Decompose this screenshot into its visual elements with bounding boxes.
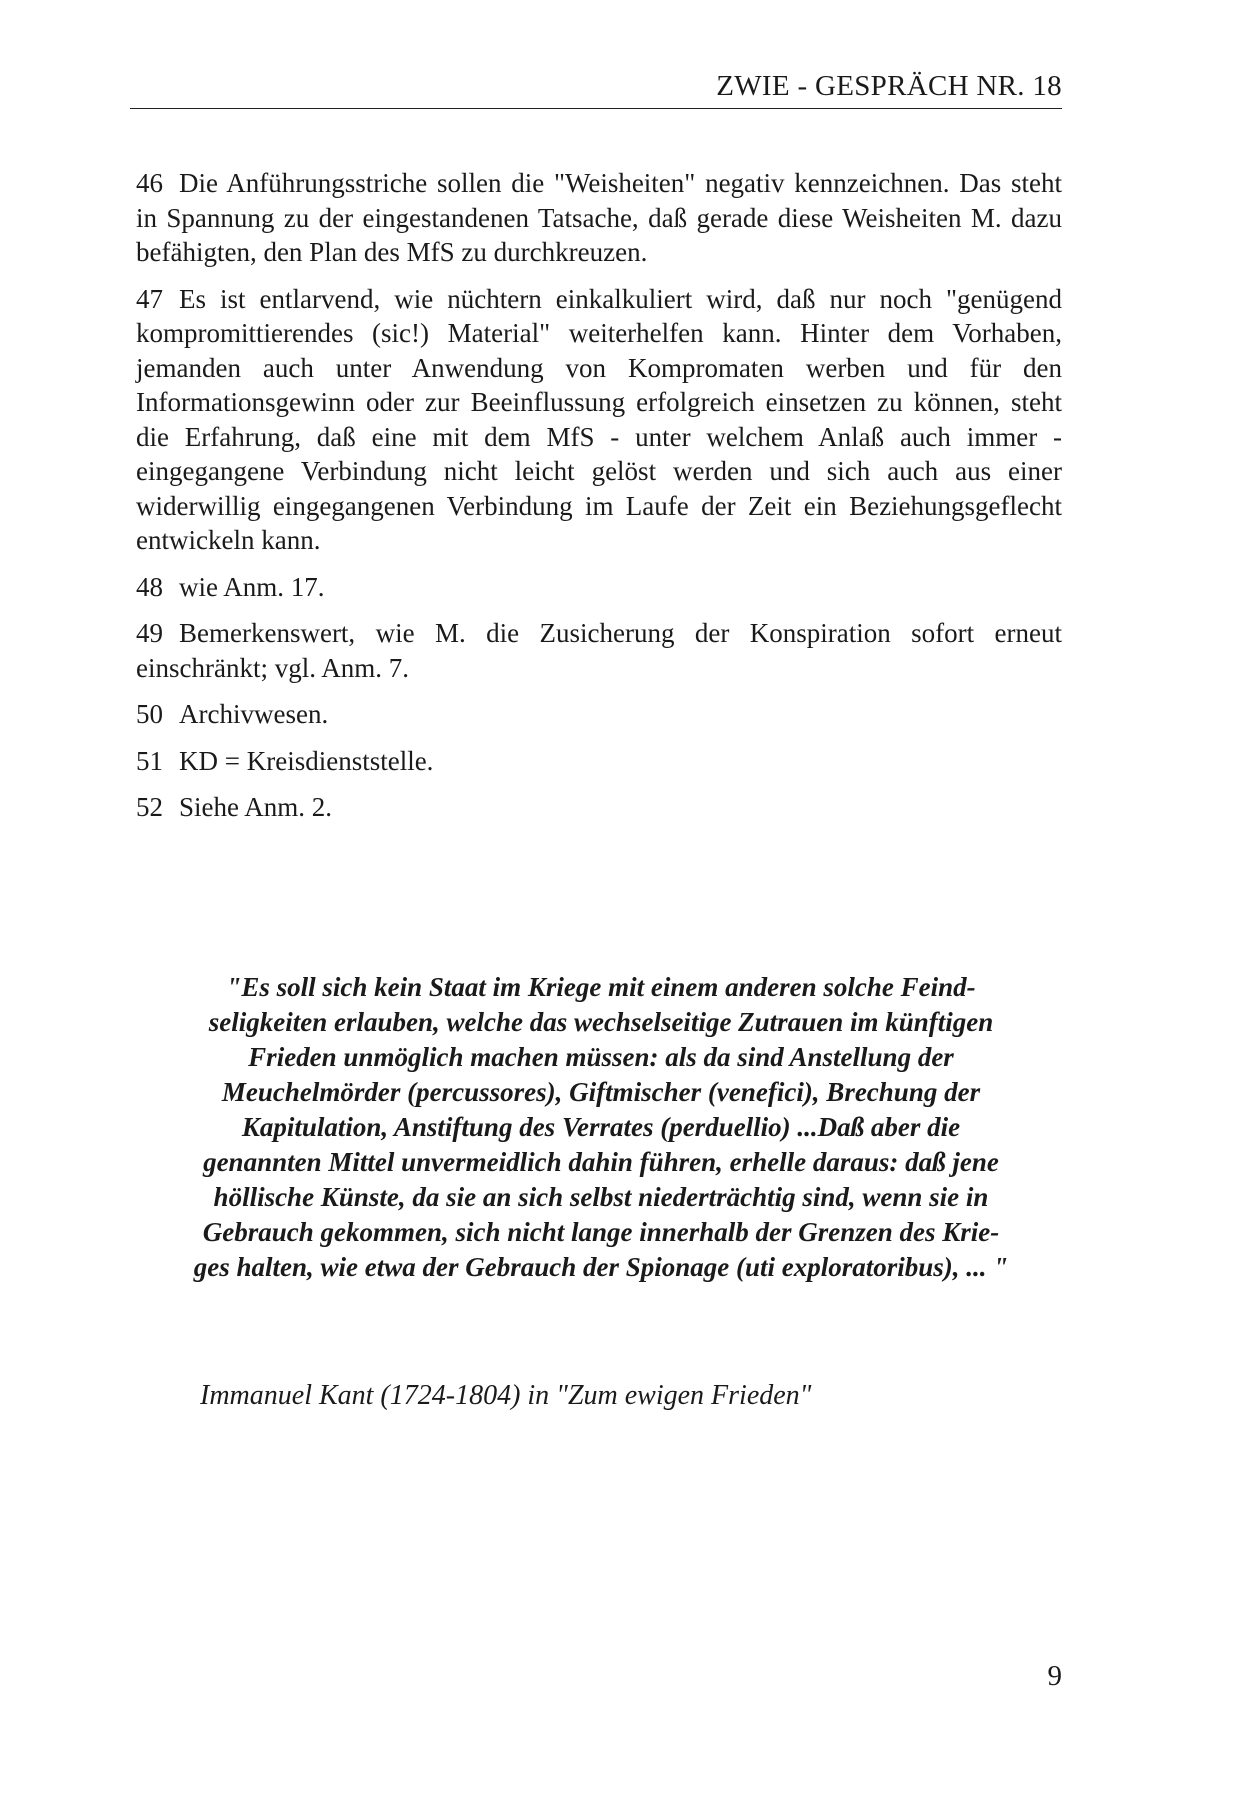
quote-attribution: Immanuel Kant (1724-1804) in "Zum ewigen Frieden" [200, 1380, 812, 1411]
quote-line: genannten Mittel unvermeidlich dahin führen, erhelle daraus: daß jene [203, 1147, 999, 1177]
endnote-text: KD = Kreisdienststelle. [179, 745, 434, 776]
endnote [136, 570, 1062, 605]
endnote-text: Siehe Anm. 2. [179, 792, 332, 822]
endnote-number: 47 [136, 283, 163, 314]
endnote-text: Bemerkenswert, wie M. die Zusicherung der Konspiration sofort erneut einschränkt; vgl. Anm. 7. [136, 618, 1062, 683]
endnote [136, 616, 1062, 685]
endnote-number: 50 [136, 699, 163, 729]
header-rule [130, 108, 1062, 109]
endnote [136, 166, 1062, 270]
quote-line: Gebrauch gekommen, sich nicht lange innerhalb der Grenzen des Krie- [202, 1217, 1000, 1247]
page-number: 9 [1047, 1660, 1062, 1692]
endnote-number: 51 [136, 745, 163, 776]
endnote-text: Die Anführungsstriche sollen die "Weisheiten" negativ kennzeichnen. Das steht in Spannung zu der eingestandenen Tatsache, daß gerade diese Weisheiten M. dazu befähigten, den Plan des MfS zu durchkreuzen. [136, 168, 1062, 267]
endnote [136, 790, 1062, 825]
endnote-number: 46 [136, 168, 163, 198]
endnote-number: 49 [136, 618, 163, 648]
running-header: ZWIE - GESPRÄCH NR. 18 [716, 70, 1062, 102]
endnote-text: Es ist entlarvend, wie nüchtern einkalkuliert wird, daß nur noch "genügend kompromittierendes (sic!) Material" weiterhelfen kann. Hinter dem Vorhaben, jemanden auch unter Anwendung von Kompromaten werben und für den Informationsgewinn oder zur Beeinflussung erfolgreich einsetzen zu können, steht die Erfahrung, daß eine mit dem MfS - unter welchem Anlaß auch immer - eingegangene Verbindung nicht leicht gelöst werden und sich auch aus einer widerwillig eingegangenen Verbindung im Laufe der Zeit ein Beziehungsgeflecht entwickeln kann. [136, 283, 1062, 555]
endnotes-list [136, 166, 1062, 837]
endnote [136, 744, 1062, 779]
kant-quote [146, 970, 1056, 1285]
endnote-number: 52 [136, 792, 163, 822]
quote-line: höllische Künste, da sie an sich selbst niederträchtig sind, wenn sie in [213, 1182, 989, 1212]
quote-line: Frieden unmöglich machen müssen: als da sind Anstellung der [248, 1042, 954, 1072]
endnote-number: 48 [136, 571, 163, 602]
quote-line: "Es soll sich kein Staat im Kriege mit einem anderen solche Feind- [226, 972, 976, 1002]
endnote-text: Archivwesen. [179, 699, 329, 729]
endnote [136, 697, 1062, 732]
endnote [136, 282, 1062, 558]
quote-line: seligkeiten erlauben, welche das wechselseitige Zutrauen im künftigen [208, 1007, 994, 1037]
quote-line: Kapitulation, Anstiftung des Verrates (perduellio) ...Daß aber die [241, 1112, 961, 1142]
quote-line: Meuchelmörder (percussores), Giftmischer (venefici), Brechung der [221, 1077, 981, 1107]
quote-line: ges halten, wie etwa der Gebrauch der Spionage (uti exploratoribus), ... " [193, 1252, 1009, 1282]
endnote-text: wie Anm. 17. [179, 571, 325, 602]
